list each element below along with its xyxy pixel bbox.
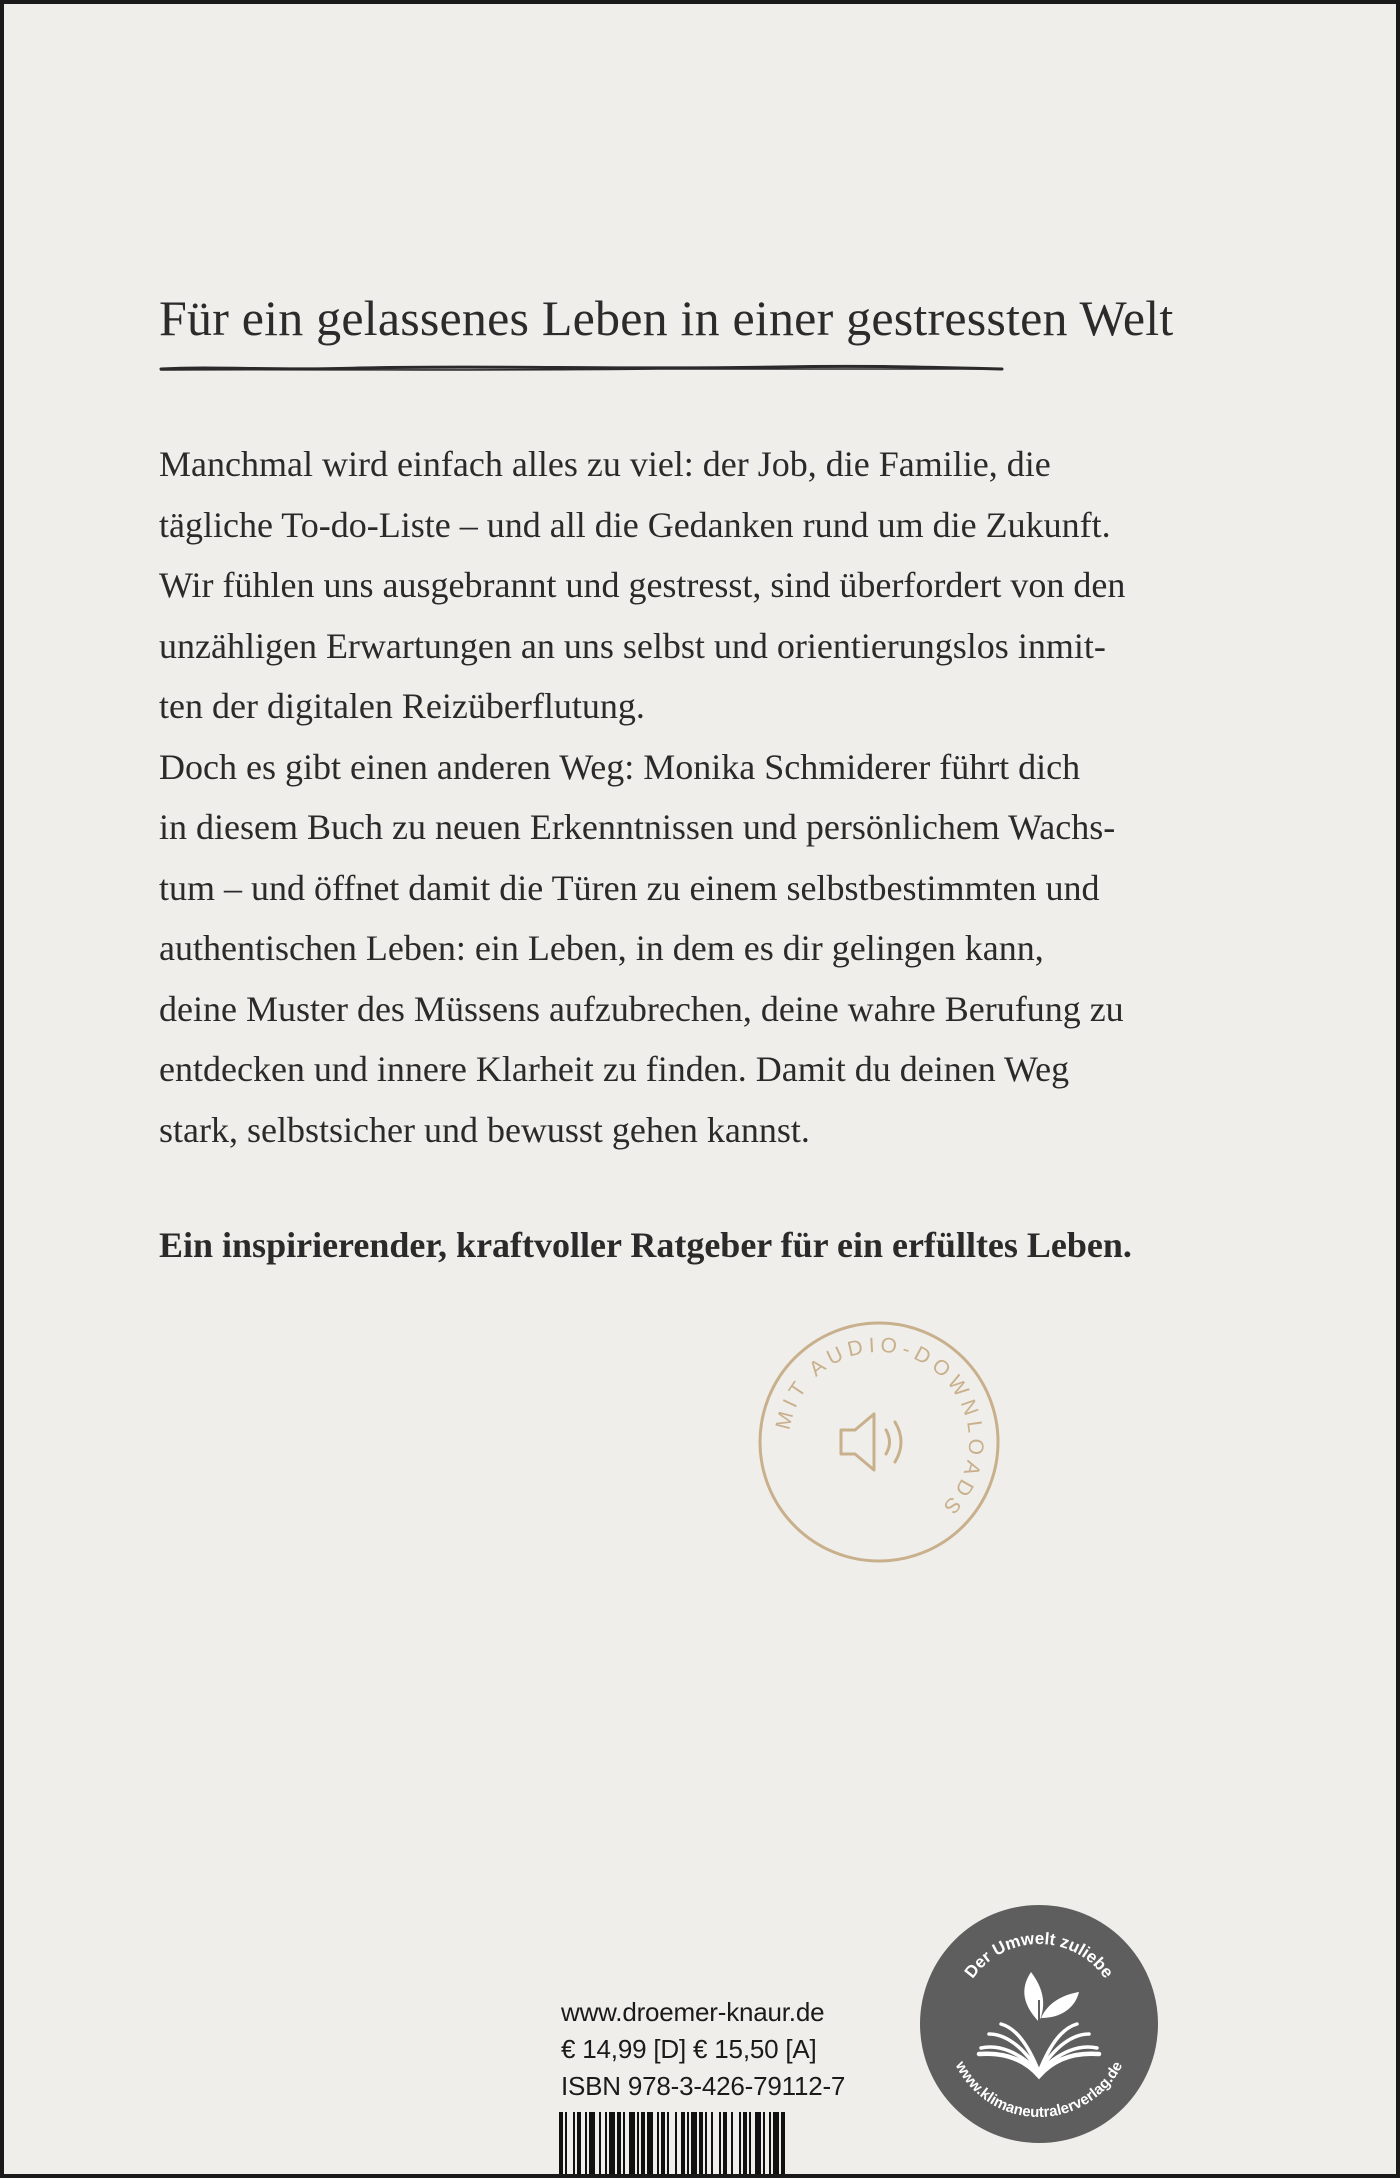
barcode-bar (565, 2112, 567, 2178)
blurb-line: Wir fühlen uns ausgebrannt und gestresst, sind überfordert von den (159, 565, 1126, 605)
headline: Für ein gelassenes Leben in einer gestressten Welt (159, 290, 1174, 346)
price: € 14,99 [D] € 15,50 [A] (561, 2034, 817, 2064)
barcode-bar (739, 2112, 741, 2178)
barcode-bar (731, 2112, 733, 2178)
barcode-bar (687, 2112, 689, 2178)
blurb-line: entdecken und innere Klarheit zu finden. Damit du deinen Weg (159, 1049, 1070, 1089)
barcode-bar (657, 2112, 659, 2178)
blurb-line: Manchmal wird einfach alles zu viel: der Job, die Familie, die (159, 444, 1051, 484)
barcode-bar (667, 2112, 669, 2178)
barcode-bar (577, 2112, 581, 2178)
barcode-bar (763, 2112, 765, 2178)
barcode-bar (559, 2112, 563, 2178)
isbn: ISBN 978-3-426-79112-7 (561, 2071, 846, 2101)
blurb-line: stark, selbstsicher und bewusst gehen kannst. (159, 1109, 810, 1150)
blurb-line: tägliche To-do-Liste – und all die Gedanken rund um die Zukunft. (159, 504, 1111, 545)
barcode-bar (599, 2112, 601, 2178)
barcode-bar (749, 2112, 751, 2178)
blurb-line: deine Muster des Müssens aufzubrechen, deine wahre Berufung zu (159, 988, 1124, 1029)
blurb-line: authentischen Leben: ein Leben, in dem es dir gelingen kann, (159, 928, 1044, 968)
blurb-line: in diesem Buch zu neuen Erkenntnissen und persönlichem Wachs- (159, 807, 1116, 847)
blurb-line: unzähligen Erwartungen an uns selbst und orientierungslos inmit- (159, 625, 1106, 666)
barcode-bar (719, 2112, 721, 2178)
barcode-bar (691, 2112, 697, 2178)
barcode-bar (647, 2112, 653, 2178)
barcode-bar (723, 2112, 727, 2178)
barcode-bar (743, 2112, 747, 2178)
barcode-bar (699, 2112, 703, 2178)
blurb-line: Doch es gibt einen anderen Weg: Monika Schmiderer führt dich (159, 746, 1081, 787)
eco-badge-top-text: Der Umwelt zuliebe (960, 1928, 1118, 1982)
barcode-bar (675, 2112, 677, 2178)
audio-stamp-text: MIT AUDIO-DOWNLOADS (771, 1333, 988, 1522)
tagline: Ein inspirierender, kraftvoller Ratgeber für ein erfülltes Leben. (159, 1225, 1132, 1265)
publisher-website: www.droemer-knaur.de (561, 1997, 825, 2027)
barcode-bar (629, 2112, 635, 2178)
barcode-bar (773, 2112, 779, 2178)
barcode-bar (755, 2112, 761, 2178)
barcode-bar (661, 2112, 665, 2178)
blurb-line: ten der digitalen Reizüberflutung. (159, 686, 645, 726)
barcode-bar (681, 2112, 685, 2178)
eco-badge-url-text: www.klimaneutralerverlag.de (951, 2058, 1127, 2122)
barcode-bar (769, 2112, 771, 2178)
speaker-icon (841, 1414, 901, 1470)
barcode-bar (605, 2112, 607, 2178)
audio-download-stamp (756, 1319, 1002, 1565)
blurb-line: tum – und öffnet damit die Türen zu einem selbstbestimmten und (159, 867, 1100, 908)
eco-badge (919, 1904, 1159, 2144)
barcode-bar (617, 2112, 621, 2178)
headline-underline (159, 362, 1004, 376)
barcode (559, 2112, 851, 2178)
barcode-bar (573, 2112, 575, 2178)
blurb (159, 434, 1219, 1160)
barcode-bar (711, 2112, 713, 2178)
barcode-bar (589, 2112, 595, 2178)
imprint (561, 1994, 845, 2105)
barcode-bar (641, 2112, 645, 2178)
barcode-bar (609, 2112, 615, 2178)
svg-text:MIT AUDIO-DOWNLOADS (772, 1334, 988, 1522)
barcode-bar (623, 2112, 625, 2178)
barcode-bar (705, 2112, 707, 2178)
barcode-bar (781, 2112, 785, 2178)
barcode-bar (637, 2112, 639, 2178)
barcode-bar (585, 2112, 587, 2178)
